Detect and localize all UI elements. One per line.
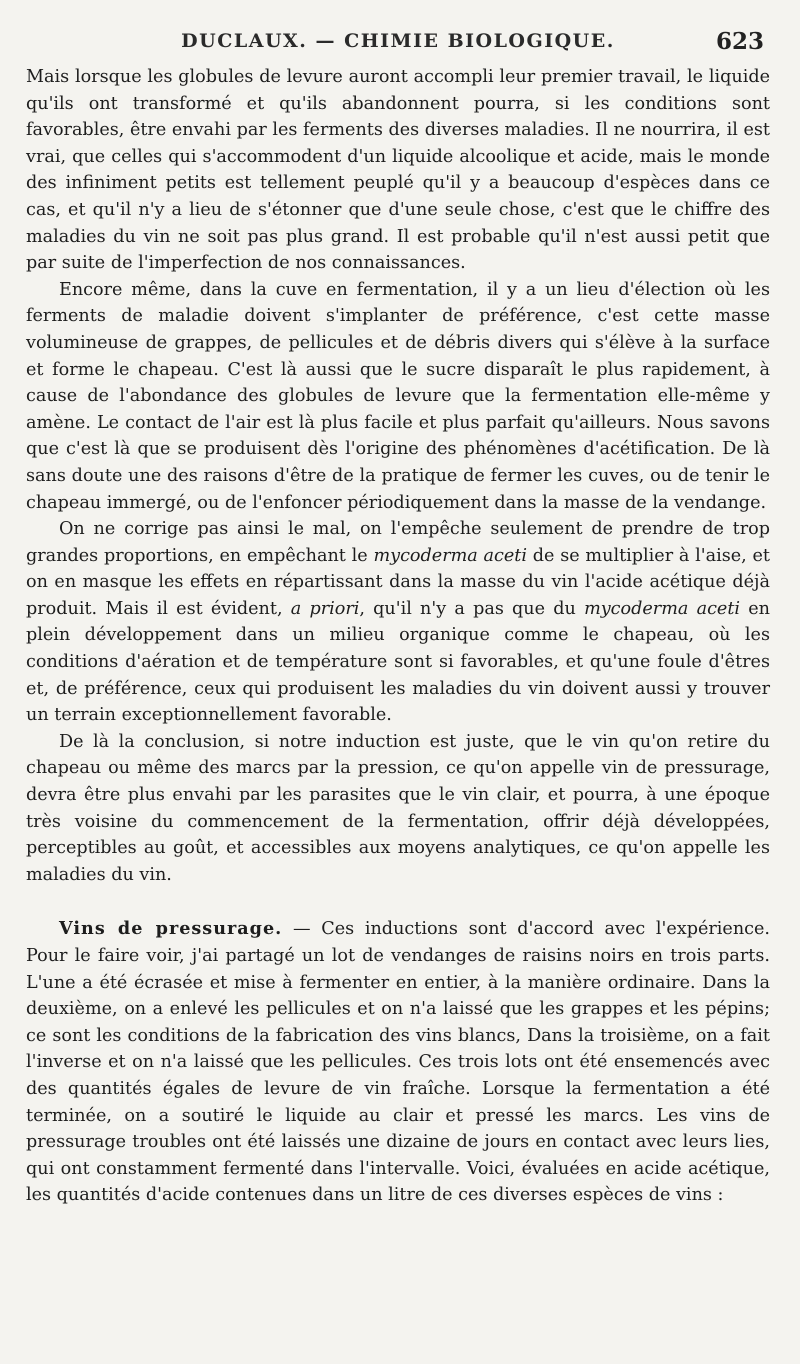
page-number: 623 [715,28,764,55]
running-head: DUCLAUX. — CHIMIE BIOLOGIQUE. [181,30,615,52]
paragraph-5 [26,916,770,1209]
body-text [26,64,770,1209]
section-title: Vins de pressurage. [59,918,283,940]
paragraph-3-text-c: , qu'il n'y a pas que du [359,598,585,619]
paragraph-3-italic-1: mycoderma aceti [373,545,527,566]
paragraph-3-text-d: en plein développement dans un milieu organique comme le chapeau, où les conditions d'aération et de température sont si favorables, et qu'une foule d'êtres et, de préférence, ceux qui produisent les maladies du vin doivent aussi y trouver un terrain exceptionnellement favorable. [26,598,770,726]
paragraph-3-text-a: On ne corrige pas ainsi le mal, on l'empêche seulement de prendre de trop grandes proportions, en empêchant le [26,519,770,566]
paragraph-1: Mais lorsque les globules de levure auront accompli leur premier travail, le liquide qu'ils ont transformé et qu'ils abandonnent pourra, si les conditions sont favorables, être envahi par les ferments des diverses maladies. Il ne nourrira, il est vrai, que celles qui s'accommodent d'un liquide alcoolique et acide, mais le monde des infiniment petits est tellement peuplé qu'il y a beaucoup d'espèces dans ce cas, et qu'il n'y a lieu de s'étonner que d'une seule chose, c'est que le chiffre des maladies du vin ne soit pas plus grand. Il est probable qu'il n'est aussi petit que par suite de l'imperfection de nos connaissances. [26,67,770,274]
paragraph-3 [26,516,770,729]
paragraph-3-italic-3: mycoderma aceti [584,598,741,619]
paragraph-5-text: — Ces inductions sont d'accord avec l'expérience. Pour le faire voir, j'ai partagé un lot de vendanges de raisins noirs en trois parts. L'une a été écrasée et mise à fermenter en entier, à la manière ordinaire. Dans la deuxième, on a enlevé les pellicules et on n'a laissé que les grappes et les pépins; ce sont les conditions de la fabrication des vins blancs, Dans la troisième, on a fait l'inverse et on n'a laissé que les pellicules. Ces trois lots ont été ensemencés avec des quantités égales de levure de vin fraîche. Lorsque la fermentation a été terminée, on a soutiré le liquide au clair et pressé les marcs. Les vins de pressurage troubles ont été laissés une dizaine de jours en contact avec leurs lies, qui ont constamment fermenté dans l'intervalle. Voici, évaluées en acide acétique, les quantités d'acide contenues dans un litre de ces diverses espèces de vins : [26,919,771,1206]
page-header [26,22,770,64]
paragraph-3-text-b: de se multiplier à l'aise, et on en masque les effets en répartissant dans la masse du vin l'acide acétique déjà produit. Mais il est évident, [26,545,770,619]
paragraph-3-italic-2: a priori [290,598,360,619]
paragraph-4: De là la conclusion, si notre induction est juste, que le vin qu'on retire du chapeau ou même des marcs par la pression, ce qu'on appelle vin de pressurage, devra être plus envahi par les parasites que le vin clair, et pourra, à une époque très voisine du commencement de la fermentation, offrir déjà développées, perceptibles au goût, et accessibles aux moyens analytiques, ce qu'on appelle les maladies du vin. [26,731,770,885]
paragraph-2: Encore même, dans la cuve en fermentation, il y a un lieu d'élection où les ferments de maladie doivent s'implanter de préférence, c'est cette masse volumineuse de grappes, de pellicules et de débris divers qui s'élève à la surface et forme le chapeau. C'est là aussi que le sucre disparaît le plus rapidement, à cause de l'abondance des globules de levure que la fermentation elle-même y amène. Le contact de l'air est là plus facile et plus parfait qu'ailleurs. Nous savons que c'est là que se produisent dès l'origine des phénomènes d'acétification. De là sans doute une des raisons d'être de la pratique de fermer les cuves, ou de tenir le chapeau immergé, ou de l'enfoncer périodiquement dans la masse de la vendange. [26,279,770,513]
